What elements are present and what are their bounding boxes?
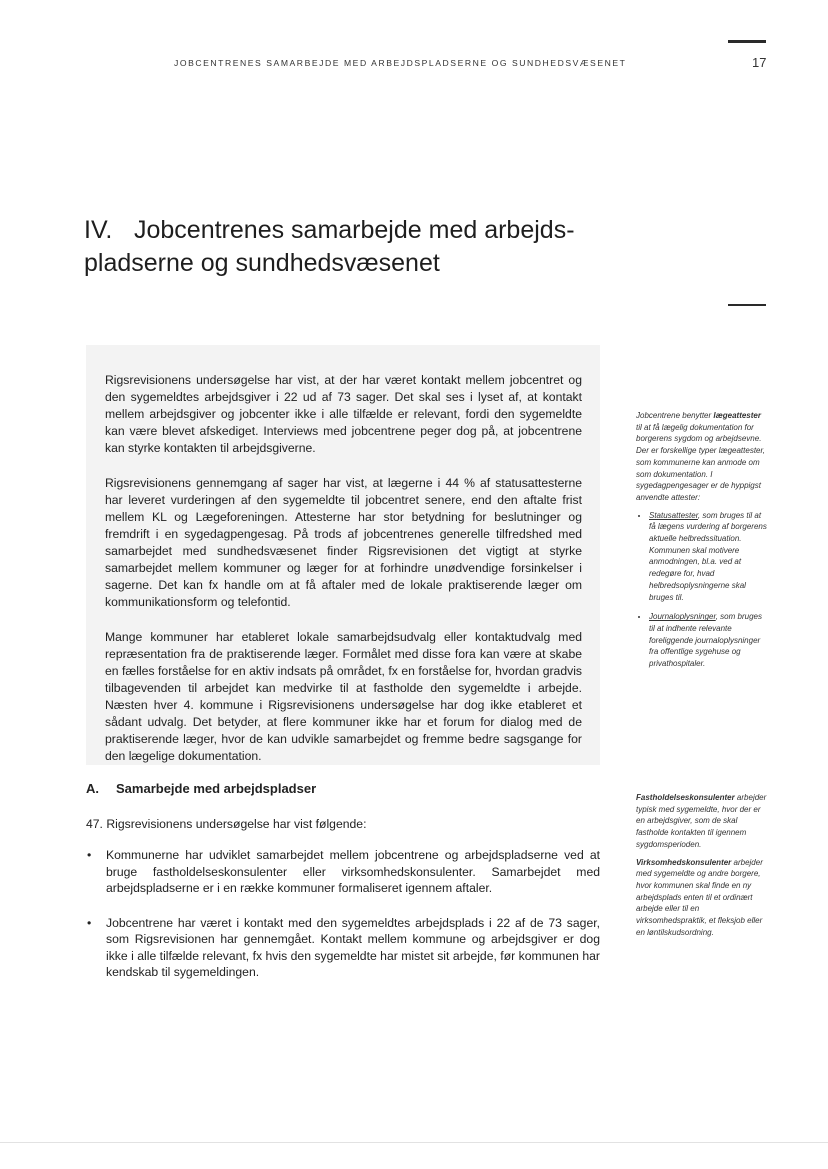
running-header: JOBCENTRENES SAMARBEJDE MED ARBEJDSPLADSERNE OG SUNDHEDSVÆSENET	[174, 58, 627, 68]
section-title: Samarbejde med arbejdspladser	[116, 781, 317, 796]
bullet-icon: •	[87, 848, 92, 862]
chapter-title-line-1: Jobcentrenes samarbejde med arbejds-	[134, 216, 575, 244]
summary-paragraph-3: Mange kommuner har etableret lokale samarbejdsudvalg eller kontaktudvalg med repræsentation fra de praktiserende læger. Formålet med disse fora kan være at skabe en fælles forståelse for en aktiv indsats på området, fx en forståelse for, hvordan gradvis tilbagevenden til arbejdet kan medvirke til at fastholde den sygemeldte i arbejde. Næsten hver 4. kommune i Rigsrevisionens undersøgelse har dog ikke etableret et sådant udvalg. Det betyder, at flere kommuner ikke har et forum for dialog med de praktiserende læger, hvor de kan udvikle samarbejdet og fremme bedre sagsgange for den lægelige dokumentation.	[105, 630, 582, 763]
summary-paragraph-1: Rigsrevisionens undersøgelse har vist, at der har været kontakt mellem jobcentret og den sygemeldtes arbejdsgiver i 22 ud af 73 sager. Det skal ses i lyset af, at kontakt mellem arbejdsgiver og jobcenter ikke i alle tilfælde er relevant, fordi den sygemeldte kan være blevet afskediget. Interviews med jobcentrene peger dog på, at jobcentrene kan styrke kontakten til arbejdsgiverne.	[105, 373, 582, 455]
side-note-entry-fastholdelseskonsulenter: Fastholdelseskonsulenter arbejder typisk med sygemeldte, hvor der er en arbejdsgiver, som de skal fastholde kontakten til igennem sygdomsperioden.	[636, 793, 767, 849]
section-letter: A.	[86, 781, 99, 796]
chapter-title-line-2: pladserne og sundhedsvæsenet	[84, 249, 440, 277]
side-note-intro: Jobcentrene benytter lægeattester til at få lægelig dokumentation for borgerens sygdom og arbejdsevne. Der er forskellige typer lægeattester, som kommunerne kan anmode om som dokumentation. I sygedagpengesager er de hyppigst anvendte attester:	[636, 411, 765, 502]
page-number: 17	[752, 55, 767, 70]
side-note-list	[636, 510, 768, 670]
chapter-number: IV.	[84, 216, 113, 244]
chapter-rule	[728, 304, 766, 306]
side-note-item-journaloplysninger: • Journaloplysninger, som bruges til at indhente relevante foreliggende journaloplysninger fra offentlige sygehuse og privathospitaler.	[649, 611, 768, 670]
summary-paragraph-2: Rigsrevisionens gennemgang af sager har vist, at lægerne i 44 % af statusattesterne har leveret vurderingen af den sygemeldte til jobcentret senere, end den aftalte frist mellem KL og Lægeforeningen. Attesterne har stor betydning for beslutninger og fremdrift i en sygedagpengesag. På trods af jobcentrenes generelle tilfredshed med samarbejdet med sundhedsvæsenet finder Rigsrevisionen det vigtigt at styrke samarbejdet mellem kommuner og læger for at forhindre unødvendige forsinkelser i sagerne. Det kan fx handle om at få aftaler med de lokale praktiserende læger om kommunikationsform og telefontid.	[105, 476, 582, 609]
section-heading	[86, 781, 316, 796]
findings-list	[86, 847, 600, 999]
side-note-laegeattester	[636, 410, 768, 678]
side-note-item-statusattester: • Statusattester, som bruges til at få lægens vurdering af borgerens aktuelle helbredssituation. Kommunen skal motivere anmodningen, bl.a. ved at redegøre for, hvad helbredsoplysningerne skal bruges til.	[649, 510, 768, 604]
chapter-title	[84, 214, 604, 280]
side-note-entry-virksomhedskonsulenter: Virksomhedskonsulenter arbejder med sygemeldte og andre borgere, hvor kommunen skal finde en ny arbejdsplads enten til et ordinært arbejde eller til en virksomhedspraktik, et fleksjob eller en løntilskudsordning.	[636, 857, 763, 937]
side-note-term-laegeattester: lægeattester	[713, 411, 761, 420]
header-rule	[728, 40, 766, 43]
paragraph-47: 47. Rigsrevisionens undersøgelse har vist følgende:	[86, 817, 367, 831]
finding-item: • Jobcentrene har været i kontakt med den sygemeldtes arbejdsplads i 22 af de 73 sager, som Rigsrevisionen har gennemgået. Kontakt mellem kommune og arbejdsgiver er dog ikke i alle tilfælde relevant, fx hvis den sygemeldte har mistet sit arbejde, før kommunen har kendskab til sygemeldingen.	[87, 915, 600, 979]
page-bottom-edge	[0, 1142, 828, 1143]
finding-item: • Kommunerne har udviklet samarbejdet mellem jobcentrene og arbejdspladserne ved at bruge fastholdelseskonsulenter eller virksomhedskonsulenter. Samarbejdet med arbejdspladserne er i en række kommuner formaliseret igennem aftaler.	[87, 848, 600, 895]
side-note-konsulenter	[636, 792, 768, 944]
summary-box	[86, 345, 600, 765]
bullet-icon: •	[87, 915, 92, 930]
